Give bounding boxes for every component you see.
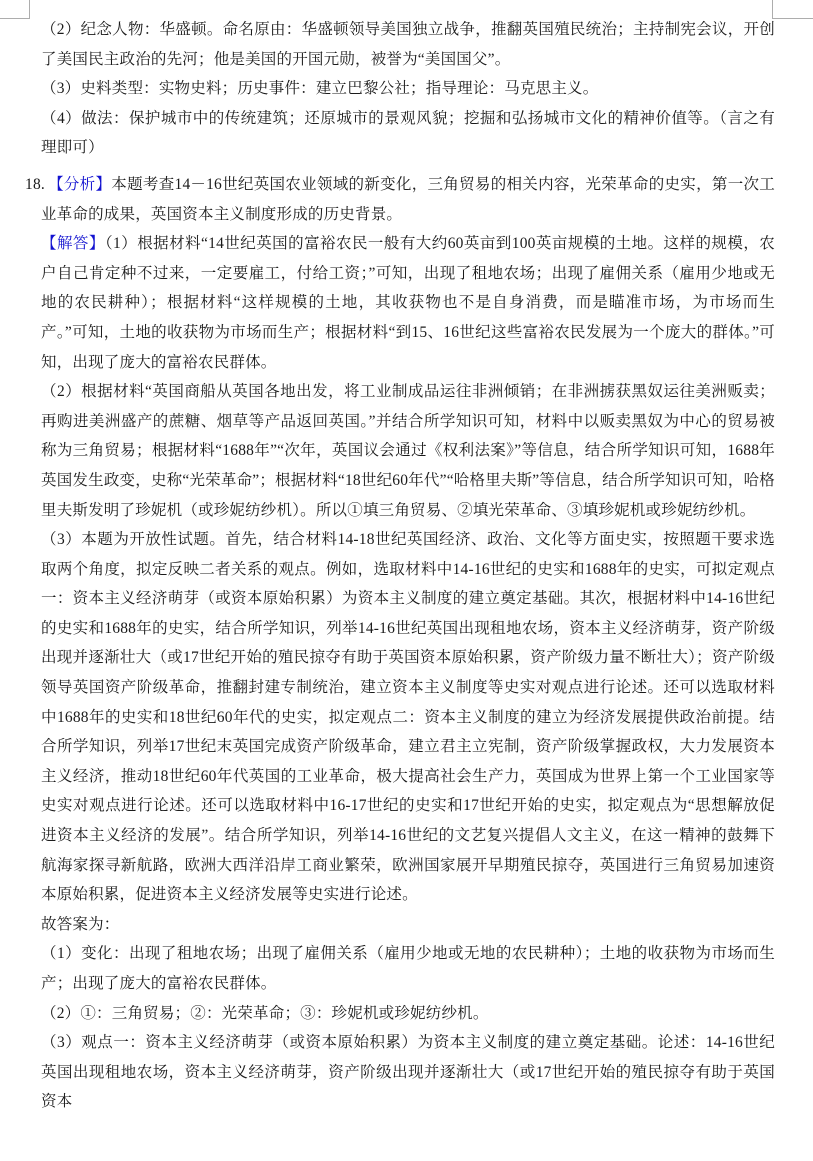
question-18-section	[25, 170, 775, 1117]
solution-paragraph-3: （3）本题为开放性试题。首先，结合材料14-18世纪英国经济、政治、文化等方面史实，按照题干要求选取两个角度，拟定反映二者关系的观点。例如，选取材料中14-16世纪的史实和1688年的史实，可拟定观点一：资本主义经济萌芽（或资本原始积累）为资本主义制度的建立奠定基础。其次，根据材料中14-16世纪的史实和1688年的史实，结合所学知识，列举14-16世纪英国出现租地农场，资本主义经济萌芽，资产阶级出现并逐渐壮大（或17世纪开始的殖民掠夺有助于英国资本原始积累，资产阶级力量不断壮大）；资产阶级领导英国资产阶级革命，推翻封建专制统治，建立资本主义制度等史实对观点进行论述。还可以选取材料中1688年的史实和18世纪60年代的史实，拟定观点二：资本主义制度的建立为经济发展提供政治前提。结合所学知识，列举17世纪末英国完成资产阶级革命，建立君主立宪制，资产阶级掌握政权，大力发展资本主义经济，推动18世纪60年代英国的工业革命，极大提高社会生产力，英国成为世界上第一个工业国家等史实对观点进行论述。还可以选取材料中16-17世纪的史实和17世纪开始的史实，拟定观点为“思想解放促进资本主义经济的发展”。结合所学知识，列举14-16世纪的文艺复兴提倡人文主义，在这一精神的鼓舞下航海家探寻新航路，欧洲大西洋沿岸工商业繁荣，欧洲国家展开早期殖民掠夺，英国进行三角贸易加速资本原始积累，促进资本主义经济发展等史实进行论述。	[41, 531, 775, 904]
analysis-paragraph	[25, 170, 775, 229]
document-text-area	[25, 15, 775, 1117]
solution-label: 【解答】	[41, 235, 105, 253]
prev-answer-paragraph-2: （2）纪念人物：华盛顿。命名原由：华盛顿领导美国独立战争，推翻英国殖民统治；主持制宪会议，开创了美国民主政治的先河；他是美国的开国元勋，被誉为“美国国父”。	[41, 21, 775, 68]
solution-paragraph-1	[41, 229, 775, 377]
final-answer-2: （2）①：三角贸易；②：光荣革命；③：珍妮机或珍妮纺纱机。	[41, 1004, 489, 1022]
prev-answer-paragraph-3: （3）史料类型：实物史料；历史事件：建立巴黎公社；指导理论：马克思主义。	[41, 80, 599, 98]
final-answer-3: （3）观点一：资本主义经济萌芽（或资本原始积累）为资本主义制度的建立奠定基础。论述：14-16世纪英国出现租地农场，资本主义经济萌芽，资产阶级出现并逐渐壮大（或17世纪开始的殖民掠夺有助于英国资本	[41, 1034, 775, 1111]
analysis-text: 本题考查14－16世纪英国农业领域的新变化，三角贸易的相关内容，光荣革命的史实，第一次工业革命的成果，英国资本主义制度形成的历史背景。	[41, 175, 775, 223]
analysis-label: 【分析】	[47, 175, 112, 193]
question-number: 18.	[25, 175, 45, 193]
solution-paragraph-2: （2）根据材料“英国商船从英国各地出发，将工业制成品运往非洲倾销；在非洲掳获黑奴运往美洲贩卖；再购进美洲盛产的蔗糖、烟草等产品返回英国。”并结合所学知识可知，材料中以贩卖黑奴为中心的贸易被称为三角贸易；根据材料“1688年”“次年，英国议会通过《权利法案》”等信息，结合所学知识可知，1688年英国发生政变，史称“光荣革命”；根据材料“18世纪60年代”“哈格里夫斯”等信息，结合所学知识可知，哈格里夫斯发明了珍妮机（或珍妮纺纱机）。所以①填三角贸易、②填光荣革命、③填珍妮机或珍妮纺纱机。	[41, 383, 775, 519]
final-answer-1: （1）变化：出现了租地农场；出现了雇佣关系（雇用少地或无地的农民耕种）；土地的收获物为市场而生产；出现了庞大的富裕农民群体。	[41, 945, 775, 992]
prev-answer-paragraph-4: （4）做法：保护城市中的传统建筑；还原城市的景观风貌；挖掘和弘扬城市文化的精神价值等。（言之有理即可）	[41, 109, 775, 157]
margin-crop-mark-top-right	[772, 0, 813, 19]
solution-text-1: （1）根据材料“14世纪英国的富裕农民一般有大约60英亩到100英亩规模的土地。这样的规模，农户自己肯定种不过来，一定要雇工，付给工资；”可知，出现了租地农场；出现了雇佣关系（雇用少地或无地的农民耕种）；根据材料“这样规模的土地，其收获物也不是自身消费，而是瞄准市场，为市场而生产。”可知，土地的收获物为市场而生产；根据材料“到15、16世纪这些富裕农民发展为一个庞大的群体。”可知，出现了庞大的富裕农民群体。	[41, 235, 775, 371]
margin-crop-mark-top-left	[0, 0, 30, 19]
conclusion-intro: 故答案为：	[41, 915, 120, 933]
